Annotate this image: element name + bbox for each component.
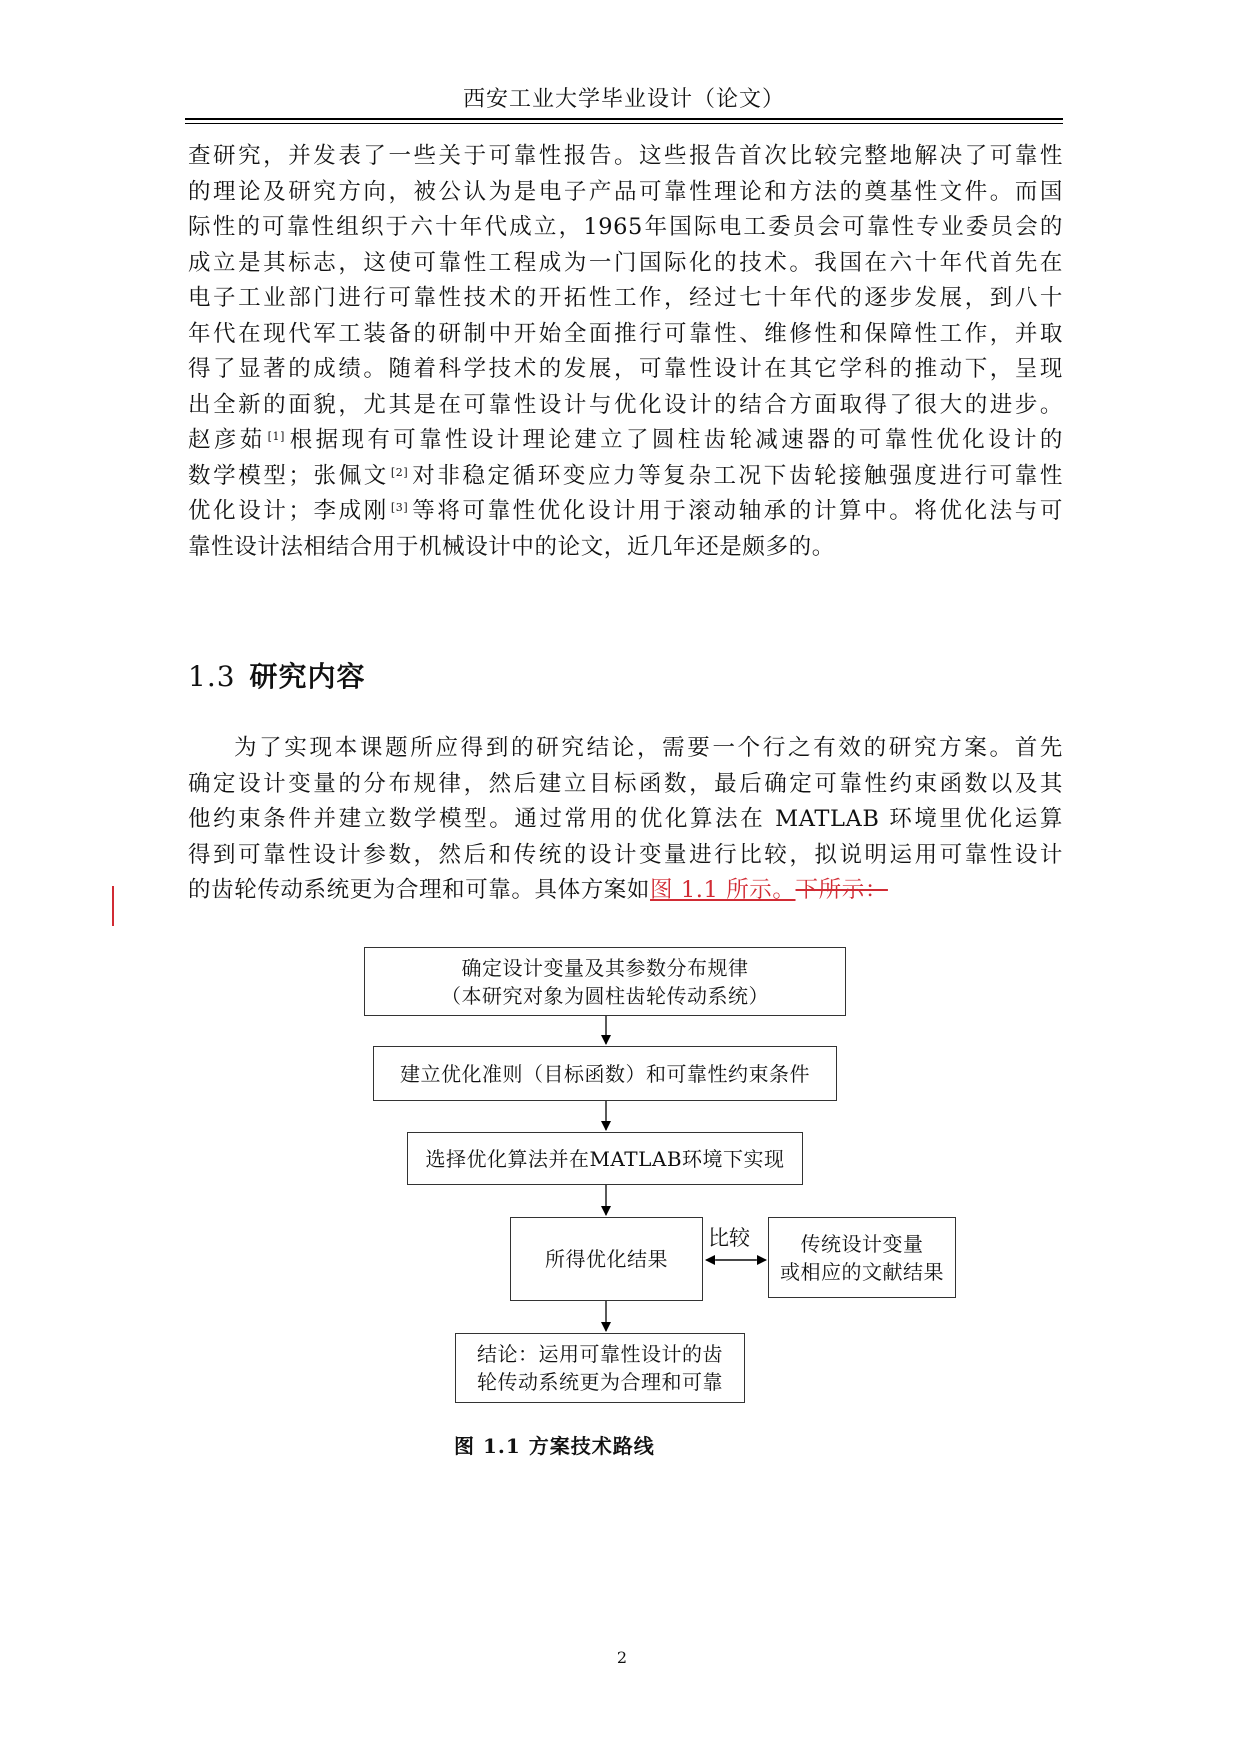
flow-box-matlab (407, 1132, 803, 1185)
text-line: 际性的可靠性组织于六十年代成立，1965年国际电工委员会可靠性专业委员会的 (188, 214, 1063, 240)
flow-box-conclusion (455, 1333, 745, 1403)
header-rule-thin (185, 123, 1063, 124)
flow-box-design-variables (364, 947, 846, 1016)
text-line: 得了显著的成绩。随着科学技术的发展，可靠性设计在其它学科的推动下，呈现 (188, 356, 1063, 382)
citation-text: 等将可靠性优化设计用于滚动轴承的计算中。将优化法与可 (410, 498, 1063, 524)
text-plain: 的齿轮传动系统更为合理和可靠。具体方案如 (188, 877, 651, 903)
section-title: 研究内容 (249, 660, 366, 693)
text-line: 查研究，并发表了一些关于可靠性报告。这些报告首次比较完整地解决了可靠性 (188, 143, 1063, 169)
text-line: 确定设计变量的分布规律，然后建立目标函数，最后确定可靠性约束函数以及其 (188, 770, 1063, 797)
flow-box-text: 轮传动系统更为合理和可靠 (477, 1370, 723, 1394)
citation-ref-1: [1] (267, 430, 285, 443)
section-number: 1.3 (188, 660, 236, 693)
text-line: 的理论及研究方向，被公认为是电子产品可靠性理论和方法的奠基性文件。而国 (188, 178, 1063, 205)
flow-box-text: 选择优化算法并在MATLAB环境下实现 (425, 1146, 785, 1171)
flow-box-optimization-result (510, 1217, 703, 1301)
citation-text: 根据现有可靠性设计理论建立了圆柱齿轮减速器的可靠性优化设计的 (287, 427, 1063, 453)
text-line: 靠性设计法相结合用于机械设计中的论文，近几年还是颇多的。 (188, 533, 835, 560)
citation-author: 数学模型；张佩文 (188, 462, 389, 489)
flow-box-text: 传统设计变量 (800, 1231, 924, 1256)
text-line: 电子工业部门进行可靠性技术的开拓性工作，经过七十年代的逐步发展，到八十 (188, 285, 1063, 311)
text-line: 年代在现代军工装备的研制中开始全面推行可靠性、维修性和保障性工作，并取 (188, 320, 1063, 347)
section-heading (188, 655, 366, 695)
citation-text: 对非稳定循环变应力等复杂工况下齿轮接触强度进行可靠性 (410, 462, 1063, 489)
text-line-citation (188, 459, 1063, 495)
body-paragraph-2 (188, 731, 1063, 909)
text-line: 得到可靠性设计参数，然后和传统的设计变量进行比较，拟说明运用可靠性设计 (188, 841, 1063, 868)
text-line: 为了实现本课题所应得到的研究结论，需要一个行之有效的研究方案。首先 (234, 735, 1063, 761)
flow-box-text: 或相应的文献结果 (780, 1259, 944, 1284)
flow-box-text: 所得优化结果 (545, 1247, 668, 1271)
text-line: 成立是其标志，这使可靠性工程成为一门国际化的技术。我国在六十年代首先在 (188, 249, 1063, 276)
flow-box-text: （本研究对象为圆柱齿轮传动系统） (441, 983, 769, 1008)
flow-box-optimization-criteria (373, 1046, 837, 1101)
citation-author: 赵彦茹 (188, 427, 266, 453)
text-line-revised (188, 873, 1063, 909)
citation-ref-3: [3] (390, 501, 409, 514)
figure-caption: 图 1.1 方案技术路线 (454, 1434, 655, 1458)
flow-box-text: 建立优化准则（目标函数）和可靠性约束条件 (400, 1061, 810, 1086)
citation-ref-2: [2] (390, 465, 409, 479)
text-line: 他约束条件并建立数学模型。通过常用的优化算法在 MATLAB 环境里优化运算 (188, 806, 1063, 832)
flow-box-traditional-results (768, 1217, 956, 1298)
page-number: 2 (616, 1648, 628, 1667)
page-header: 西安工业大学毕业设计（论文） (462, 87, 785, 112)
text-line: 出全新的面貌，尤其是在可靠性设计与优化设计的结合方面取得了很大的进步。 (188, 391, 1063, 418)
citation-author: 优化设计；李成刚 (188, 498, 389, 524)
compare-label: 比较 (708, 1226, 750, 1250)
flow-box-text: 结论：运用可靠性设计的齿 (477, 1342, 723, 1366)
flow-box-text: 确定设计变量及其参数分布规律 (461, 955, 749, 980)
text-line-citation (188, 494, 1063, 530)
revision-change-bar (112, 886, 114, 926)
revision-insertion[interactable]: 图 1.1 所示。 (650, 877, 796, 903)
body-paragraph-1 (188, 139, 1063, 565)
header-rule (185, 118, 1063, 120)
revision-deletion[interactable]: 下所示： (795, 877, 888, 903)
text-line-citation (188, 423, 1063, 459)
